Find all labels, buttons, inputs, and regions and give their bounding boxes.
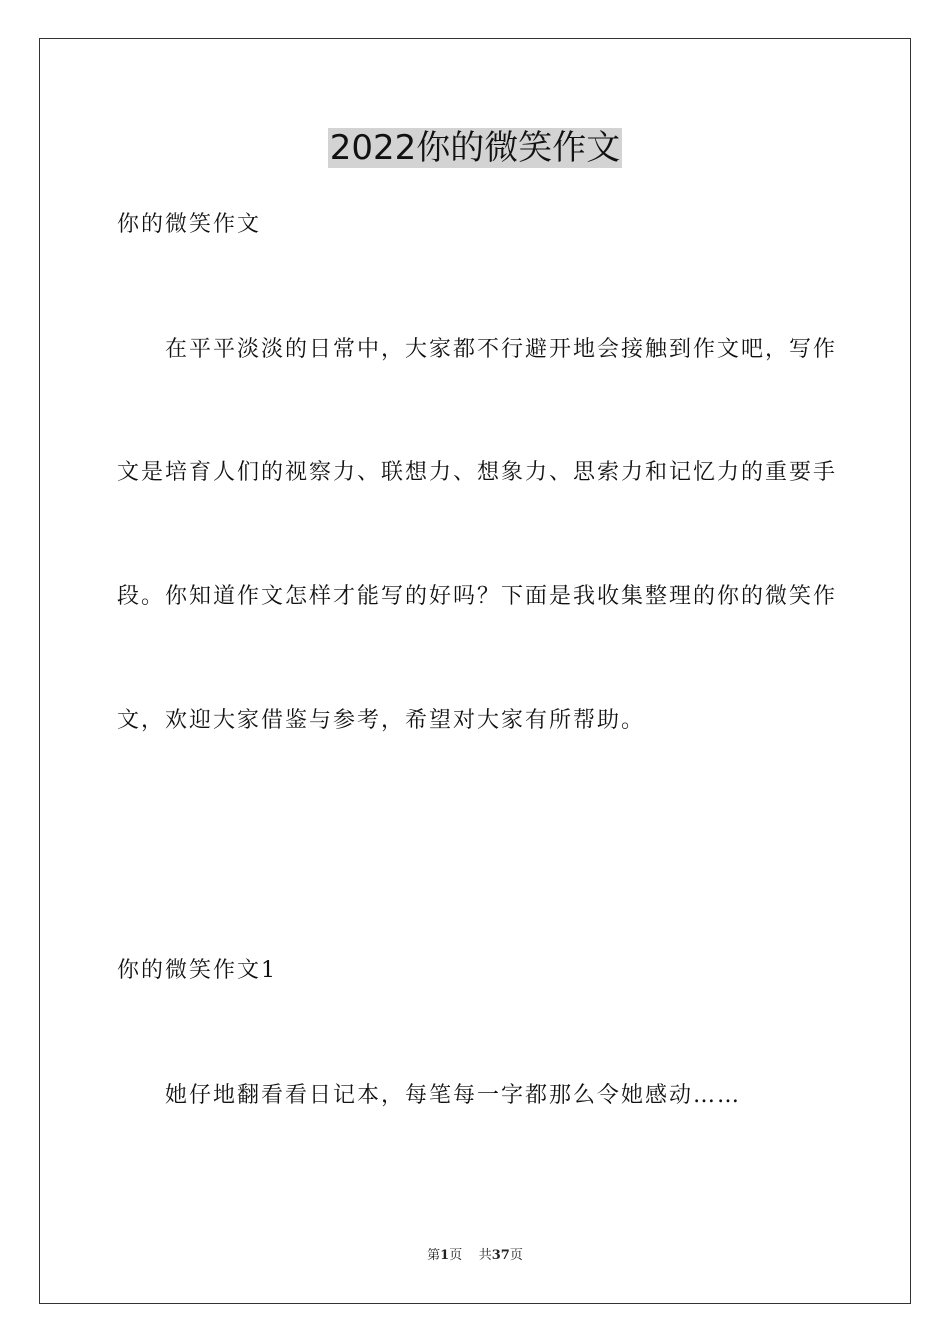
document-subtitle: 你的微笑作文	[117, 212, 262, 237]
section-first-line: 她仔地翻看看日记本，每笔每一字都那么令她感动……	[165, 1083, 742, 1108]
footer-total-pages: 37	[491, 1248, 510, 1263]
footer-total-prefix: 共	[478, 1248, 492, 1263]
footer-page-suffix: 页	[449, 1248, 463, 1263]
footer-page-number: 1	[440, 1248, 450, 1263]
document-title-text: 2022你的微笑作文	[329, 128, 621, 168]
intro-line-4: 文，欢迎大家借鉴与参考，希望对大家有所帮助。	[117, 708, 646, 733]
intro-line-3: 段。你知道作文怎样才能写的好吗？下面是我收集整理的你的微笑作	[117, 584, 838, 609]
section-heading: 你的微笑作文1	[117, 958, 277, 983]
page-footer	[0, 1247, 950, 1265]
intro-line-2: 文是培育人们的视察力、联想力、想象力、思索力和记忆力的重要手	[117, 460, 838, 485]
footer-page-prefix: 第	[427, 1248, 441, 1263]
document-title	[0, 126, 950, 170]
footer-total-suffix: 页	[509, 1248, 523, 1263]
intro-line-1: 在平平淡淡的日常中，大家都不行避开地会接触到作文吧，写作	[165, 337, 838, 362]
